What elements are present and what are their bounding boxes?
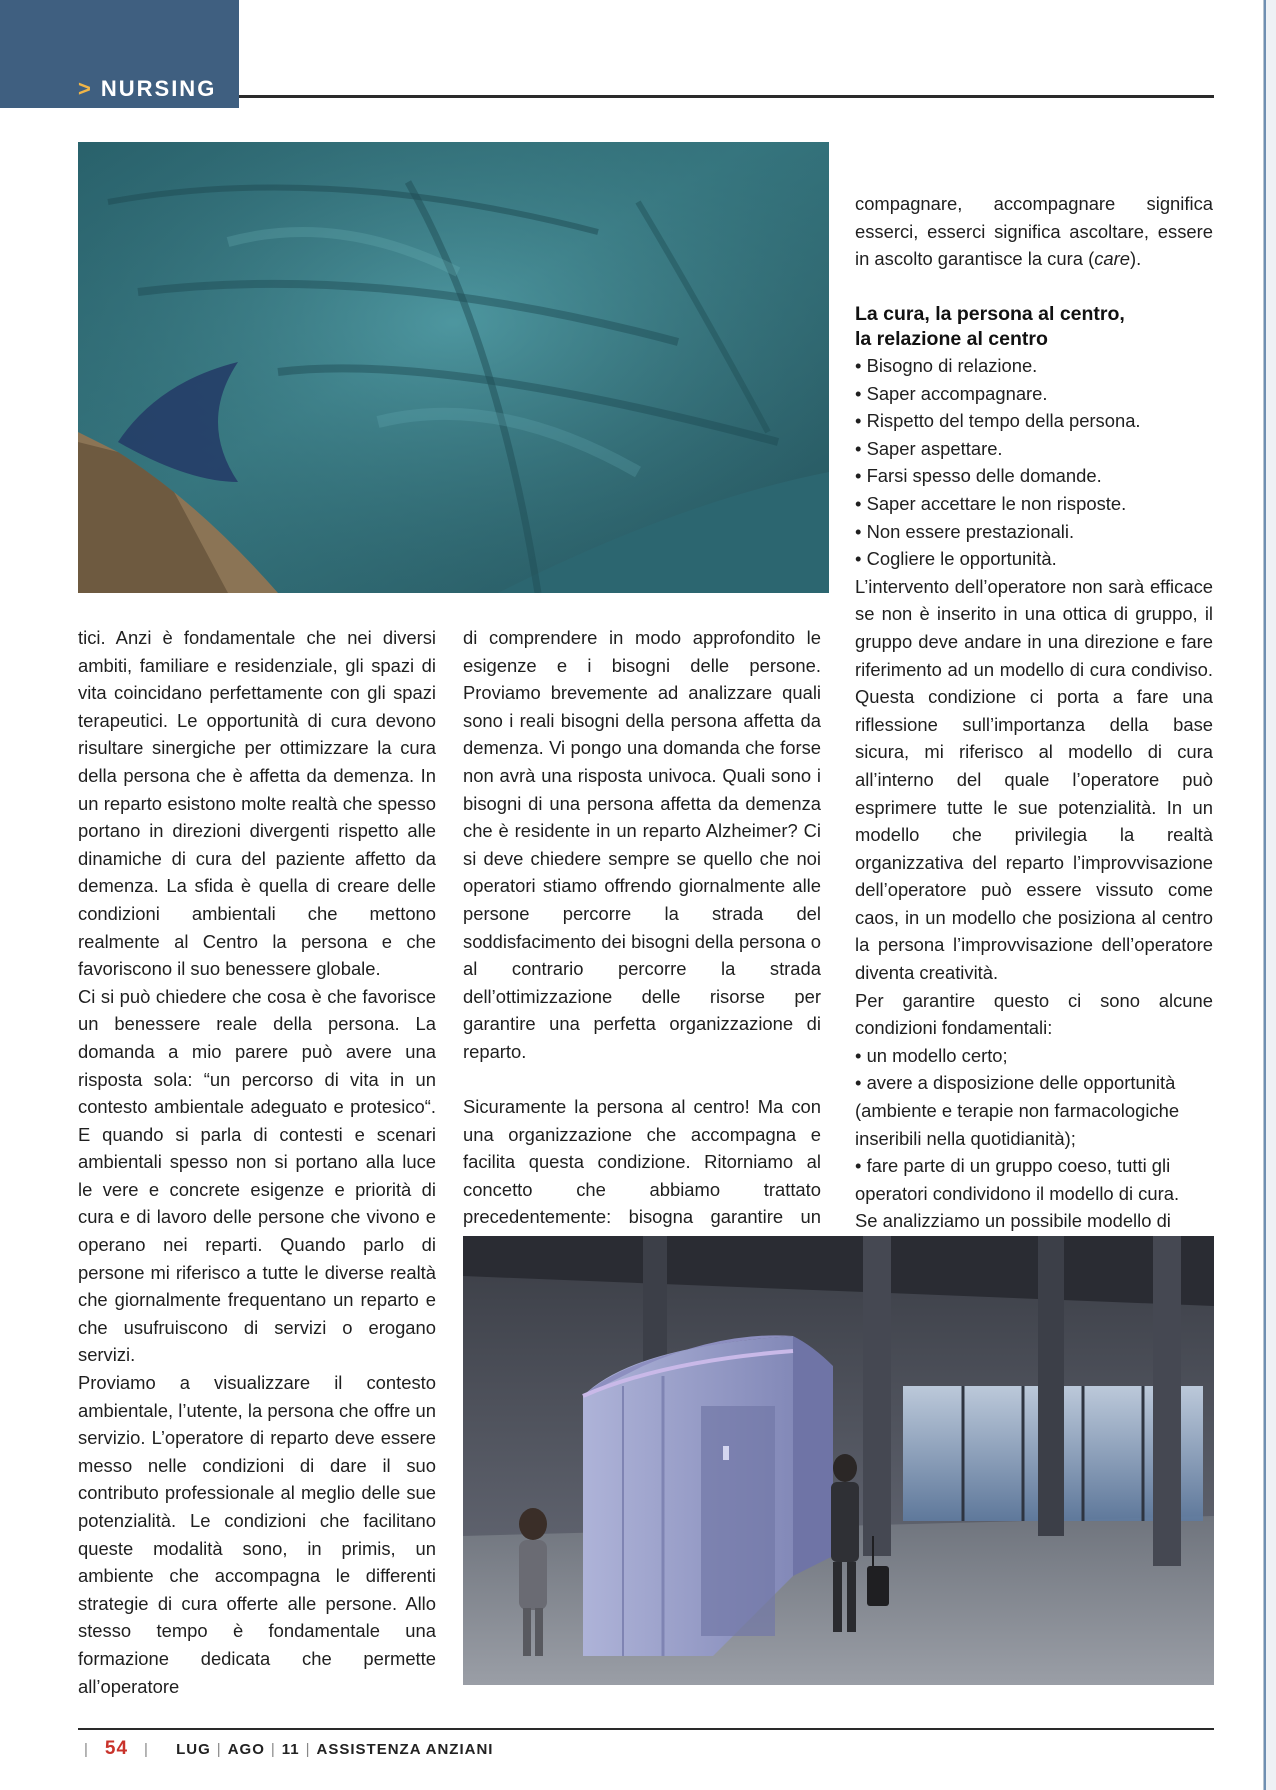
conditions-list — [855, 1042, 1213, 1208]
issue-month-2: AGO — [227, 1741, 265, 1758]
section-label — [78, 76, 216, 102]
paragraph: Proviamo a visualizzare il contesto ambientale, l’utente, la persona che offre un servizio. L’operatore di reparto deve essere messo nelle condizioni di dare il suo contributo professionale al meglio delle sue potenzialità. Le condizioni che facilitano queste modalità sono, in primis, un ambiente che accompagna le differenti strategie di cura offerte alle persone. Allo stesso tempo è fondamentale una formazione dedicata che permette all’operatore — [78, 1372, 436, 1697]
column-left — [78, 624, 436, 1700]
header-rule — [239, 95, 1214, 98]
page-number: 54 — [104, 1738, 129, 1759]
photo-lobby-render — [463, 1236, 1214, 1685]
section-tab — [0, 0, 239, 108]
column-right-top — [855, 190, 1213, 273]
key-points-list — [855, 352, 1213, 573]
list-item: • fare parte di un gruppo coeso, tutti gli operatori condividono il modello di cura. — [855, 1152, 1213, 1207]
list-item: • avere a disposizione delle opportunità (ambiente e terapie non farmacologiche inseribili nella quotidianità); — [855, 1069, 1213, 1152]
paragraph: tici. Anzi è fondamentale che nei diversi ambiti, familiare e residenziale, gli spazi di vita coincidano perfettamente con gli spazi terapeutici. Le opportunità di cura devono risultare sinergiche per ottimizzare la cura della persona che è affetta da demenza. In un reparto esistono molte realtà che spesso portano in direzioni divergenti rispetto alle dinamiche di cura del paziente affetto da demenza. La sfida è quella di creare delle condizioni ambientali che mettono realmente al Centro la persona e che favoriscono il suo benessere globale. — [78, 627, 436, 980]
list-item: • Farsi spesso delle domande. — [855, 462, 1213, 490]
list-item: • Saper accettare le non risposte. — [855, 490, 1213, 518]
list-item: • Saper accompagnare. — [855, 380, 1213, 408]
chevron-icon: > — [78, 76, 93, 101]
list-item: • Bisogno di relazione. — [855, 352, 1213, 380]
paragraph: compagnare, accompagnare significa esserci, esserci significa ascoltare, essere in ascolto garantisce la cura (care). — [855, 193, 1213, 270]
paragraph: Se analizziamo un possibile modello di — [855, 1210, 1171, 1232]
paragraph: Ci si può chiedere che cosa è che favorisce un benessere reale della persona. La domanda a mio parere può avere una risposta sola: “un percorso di vita in un contesto ambientale adeguato e protesico“. E quando si parla di contesti e scenari ambientali spesso non si portano alla luce le vere e concrete esigenze e priorità di cura e di lavoro delle persone che vivono e operano nei reparti. Quando parlo di persone mi riferisco a tutte le diverse realtà che giornalmente frequentano un reparto e che usufruiscono di servizi o erogano servizi. — [78, 985, 436, 1366]
magazine-name: ASSISTENZA ANZIANI — [316, 1741, 494, 1758]
paragraph: Per garantire questo ci sono alcune condizioni fondamentali: — [855, 989, 1213, 1039]
issue-year: 11 — [281, 1741, 300, 1758]
photo-duvet — [78, 142, 829, 593]
box-title: La cura, la persona al centro, la relazione al centro — [855, 303, 1125, 350]
paragraph: di comprendere in modo approfondito le esigenze e i bisogni delle persone. Proviamo brevemente ad analizzare quali sono i reali bisogni della persona affetta da demenza. Vi pongo una domanda che forse non avrà una risposta univoca. Quali sono i bisogni di una persona affetta da demenza che è residente in un reparto Alzheimer? Ci si deve chiedere sempre se quello che noi operatori stiamo offrendo giornalmente alle persone percorre la strada del soddisfacimento dei bisogni della persona o al contrario percorre la strada dell’ottimizzazione delle risorse per garantire una perfetta organizzazione di reparto. — [463, 627, 821, 1062]
list-item: • Saper aspettare. — [855, 435, 1213, 463]
page-edge — [1263, 0, 1276, 1790]
paragraph: L’intervento dell’operatore non sarà efficace se non è inserito in una ottica di gruppo, il gruppo deve andare in una direzione e fare riferimento ad un modello di cura condiviso. Questa condizione ci porta a fare una riflessione sull’importanza della base sicura, mi riferisco al modello di cura all’interno del quale l’operatore può esprimere tutte le sue potenzialità. In un modello che privilegia la realtà organizzativa del reparto l’improvvisazione dell’operatore può essere vissuto come caos, in un modello che posiziona al centro la persona l’improvvisazione dell’operatore diventa creatività. — [855, 575, 1213, 984]
issue-month-1: LUG — [176, 1741, 211, 1758]
list-item: • Rispetto del tempo della persona. — [855, 407, 1213, 435]
footer-rule — [78, 1728, 1214, 1730]
list-item: • un modello certo; — [855, 1042, 1213, 1070]
key-points-box — [855, 302, 1213, 1235]
column-middle — [463, 624, 821, 1259]
page-footer: | 54 | LUG | AGO | 11 | ASSISTENZA ANZIANI — [84, 1738, 494, 1759]
paragraph: Sicuramente la persona al centro! Ma con una organizzazione che accompagna e facilita questa condizione. Ritorniamo al concetto che abbiamo trattato precedentemente: bisogna garantire un — [463, 1096, 821, 1228]
section-title: NURSING — [100, 76, 217, 101]
list-item: • Non essere prestazionali. — [855, 518, 1213, 546]
list-item: • Cogliere le opportunità. — [855, 545, 1213, 573]
